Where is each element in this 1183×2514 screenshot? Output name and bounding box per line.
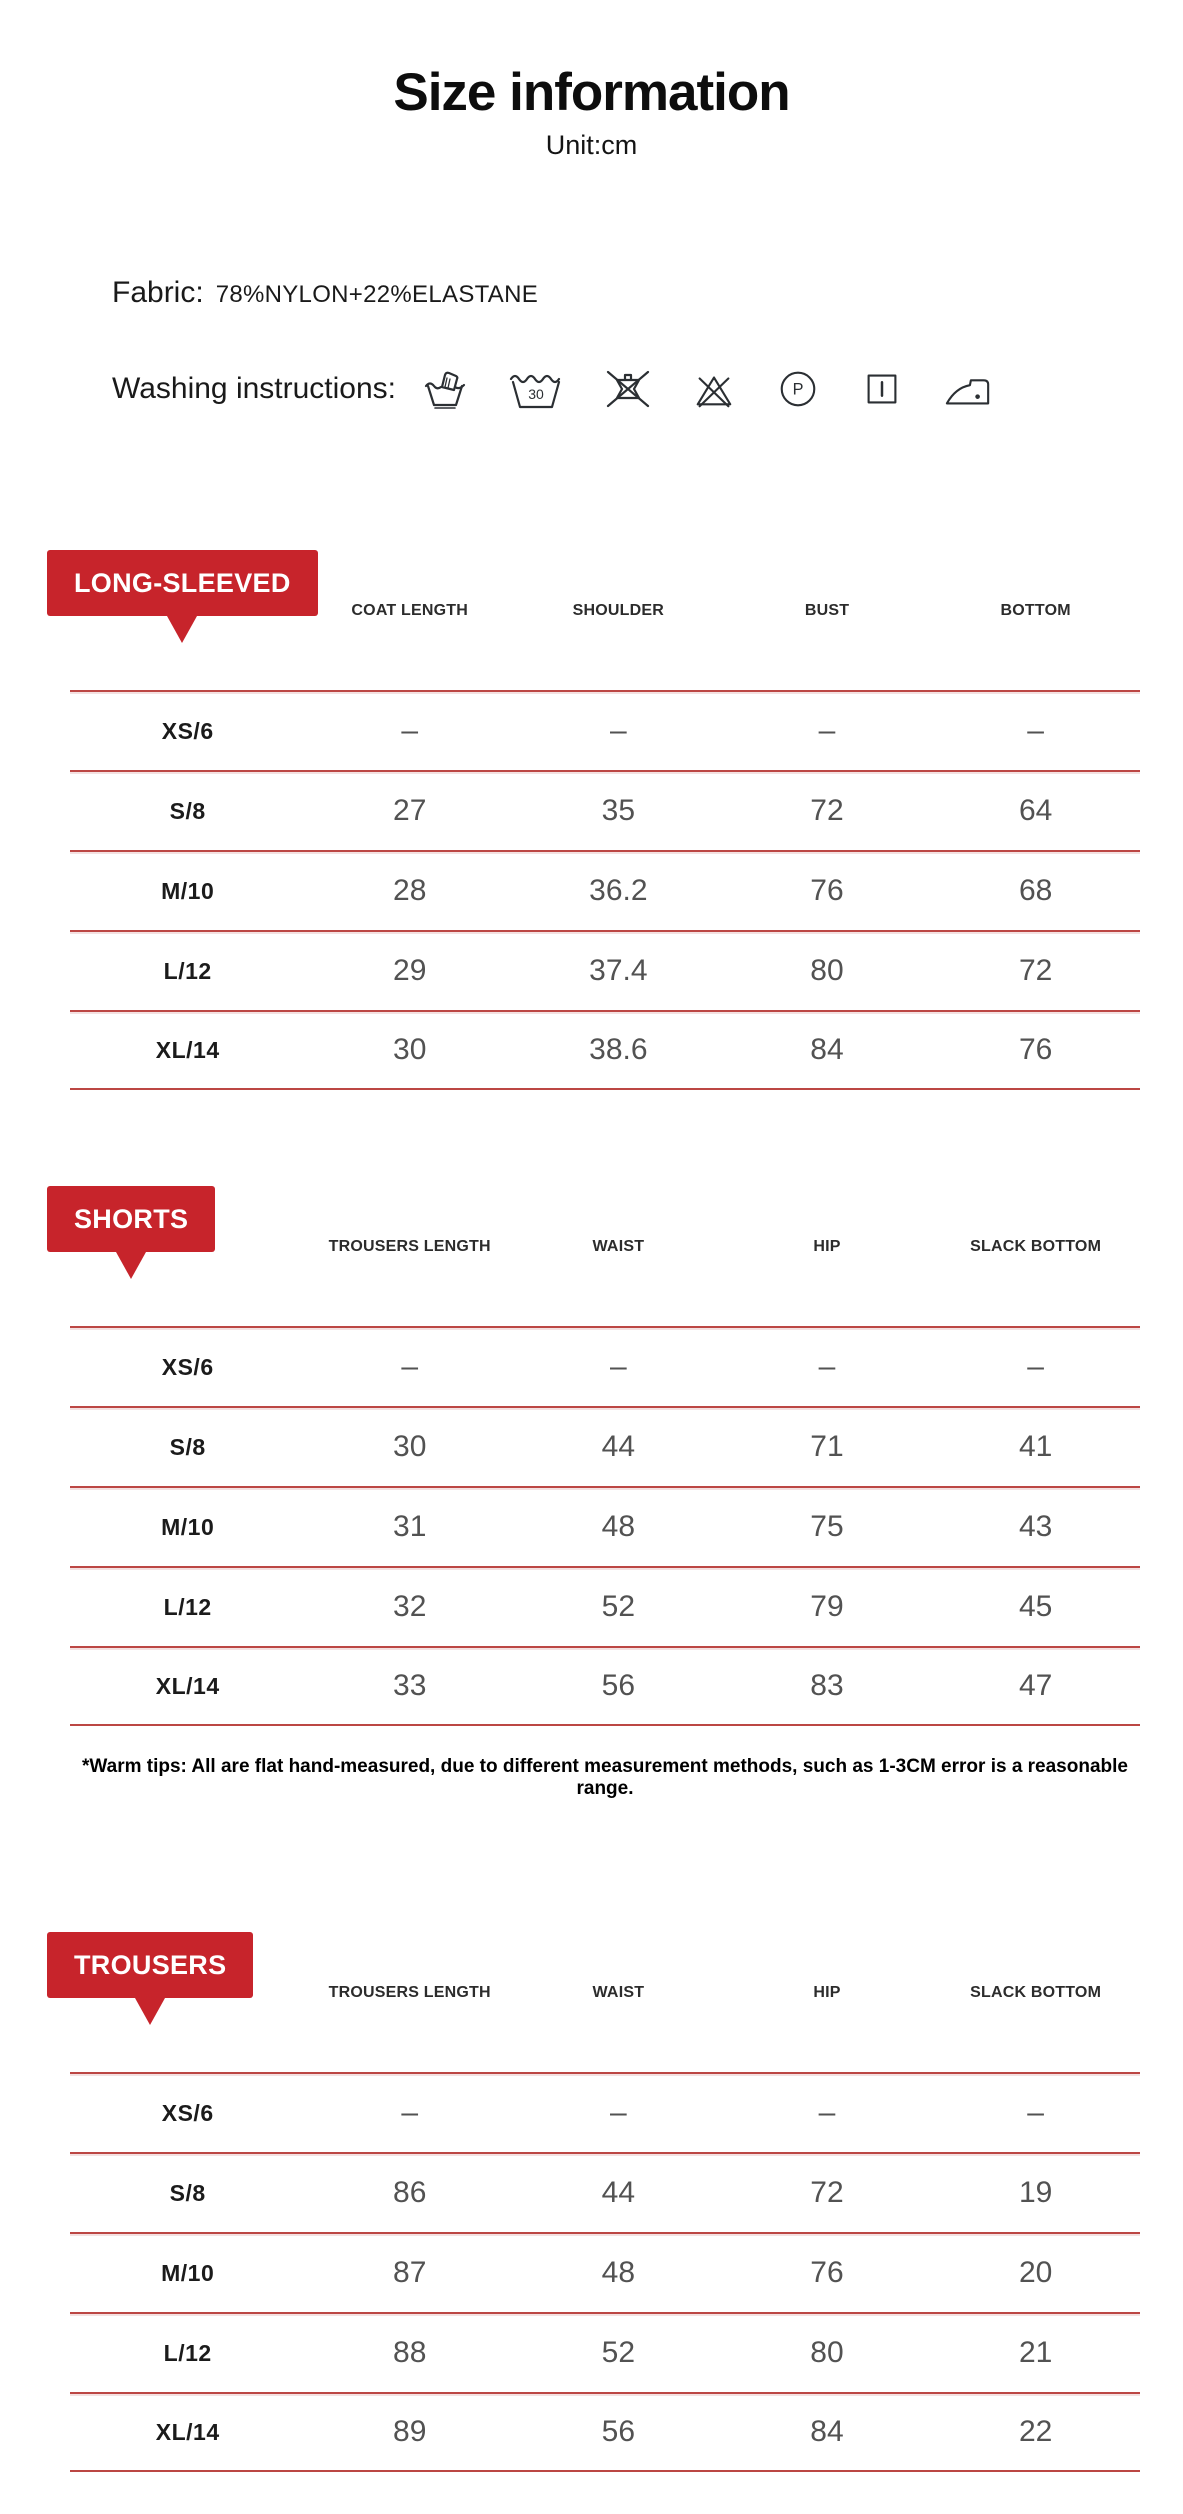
svg-text:30: 30 xyxy=(528,386,544,403)
measurement-value: 76 xyxy=(810,2256,844,2290)
table-row xyxy=(70,2312,1140,2392)
measurement-value: – xyxy=(1027,2096,1044,2130)
measurement-value: 80 xyxy=(810,954,844,988)
svg-text:P: P xyxy=(792,381,804,400)
measurement-value: 44 xyxy=(601,1430,636,1464)
size-label: M/10 xyxy=(161,1513,215,1540)
table-row xyxy=(70,2392,1140,2472)
measurement-value: 72 xyxy=(810,2176,844,2210)
measurement-value: 22 xyxy=(1018,2415,1053,2449)
table-row xyxy=(70,2152,1140,2232)
column-headers xyxy=(70,1238,1140,1256)
measurement-value: 28 xyxy=(393,874,427,908)
table-row xyxy=(70,1646,1140,1726)
measurement-value: 43 xyxy=(1018,1510,1053,1544)
measurement-value: 37.4 xyxy=(589,954,648,988)
size-column-spacer xyxy=(70,1984,305,2002)
table-row xyxy=(70,770,1140,850)
warm-tips-note: *Warm tips: All are flat hand-measured, due to different measurement methods, such as 1-3CM error is a reasonable range. xyxy=(82,1756,1128,1800)
unit-label: Unit:cm xyxy=(545,130,638,161)
dry-clean-p-icon xyxy=(776,367,820,411)
size-table-long-sleeved xyxy=(47,550,1140,1090)
size-label: XL/14 xyxy=(155,1036,220,1063)
measurement-value: 31 xyxy=(393,1510,427,1544)
size-label: L/12 xyxy=(163,1593,212,1620)
size-table-shorts xyxy=(47,1186,1140,1800)
column-header: HIP xyxy=(813,1984,841,2002)
column-header: WAIST xyxy=(592,1238,645,1256)
measurement-value: 45 xyxy=(1018,1590,1053,1624)
measurement-value: 38.6 xyxy=(589,1033,648,1067)
size-label: M/10 xyxy=(161,2259,215,2286)
table-row xyxy=(70,930,1140,1010)
measurement-value: 89 xyxy=(393,2415,427,2449)
size-table xyxy=(70,2072,1140,2472)
measurement-value: – xyxy=(1027,1350,1044,1384)
measurement-value: 36.2 xyxy=(589,874,648,908)
column-header: SLACK BOTTOM xyxy=(970,1238,1102,1256)
section-badge: SHORTS xyxy=(47,1186,215,1252)
drip-dry-icon xyxy=(860,367,904,411)
fabric-value: 78%NYLON+22%ELASTANE xyxy=(215,281,539,309)
column-header: BUST xyxy=(804,602,850,620)
measurement-value: 64 xyxy=(1018,794,1053,828)
measurement-value: 56 xyxy=(601,2415,636,2449)
measurement-value: 86 xyxy=(393,2176,427,2210)
measurement-value: – xyxy=(610,714,627,748)
measurement-value: 30 xyxy=(393,1430,427,1464)
measurement-value: 72 xyxy=(810,794,844,828)
measurement-value: – xyxy=(401,714,419,748)
measurement-value: 56 xyxy=(601,1669,636,1703)
measurement-value: 48 xyxy=(601,2256,636,2290)
size-label: XL/14 xyxy=(155,1672,220,1699)
table-row xyxy=(70,1406,1140,1486)
iron-low-heat-icon xyxy=(944,367,992,411)
measurement-value: 41 xyxy=(1018,1430,1053,1464)
size-label: S/8 xyxy=(169,1433,206,1460)
measurement-value: 32 xyxy=(393,1590,427,1624)
measurement-value: 79 xyxy=(810,1590,844,1624)
measurement-value: – xyxy=(818,2096,836,2130)
column-header: SHOULDER xyxy=(572,602,665,620)
measurement-value: 30 xyxy=(393,1033,427,1067)
column-header: COAT LENGTH xyxy=(351,602,468,620)
column-headers xyxy=(70,602,1140,620)
measurement-value: 47 xyxy=(1018,1669,1053,1703)
measurement-value: 20 xyxy=(1018,2256,1053,2290)
size-label: M/10 xyxy=(161,877,215,904)
page-title: Size information xyxy=(393,63,790,122)
measurement-value: – xyxy=(610,2096,627,2130)
measurement-value: 87 xyxy=(393,2256,427,2290)
measurement-value: 48 xyxy=(601,1510,636,1544)
measurement-value: 52 xyxy=(601,2336,636,2370)
size-table xyxy=(70,690,1140,1090)
size-column-spacer xyxy=(70,602,305,620)
measurement-value: 84 xyxy=(810,2415,844,2449)
measurement-value: 84 xyxy=(810,1033,844,1067)
column-header: SLACK BOTTOM xyxy=(970,1984,1102,2002)
size-column-spacer xyxy=(70,1238,305,1256)
measurement-value: 72 xyxy=(1018,954,1053,988)
section-badge: TROUSERS xyxy=(47,1932,253,1998)
section-header xyxy=(47,1932,1140,2072)
size-label: S/8 xyxy=(169,2179,206,2206)
measurement-value: – xyxy=(818,714,836,748)
size-label: XS/6 xyxy=(161,2099,214,2126)
size-table-trousers xyxy=(47,1932,1140,2472)
table-row xyxy=(70,1326,1140,1406)
measurement-value: 44 xyxy=(601,2176,636,2210)
measurement-value: 33 xyxy=(393,1669,427,1703)
column-header: TROUSERS LENGTH xyxy=(328,1984,491,2002)
size-label: L/12 xyxy=(163,2339,212,2366)
column-header: WAIST xyxy=(592,1984,645,2002)
column-header: TROUSERS LENGTH xyxy=(328,1238,491,1256)
measurement-value: 27 xyxy=(393,794,427,828)
size-label: XL/14 xyxy=(155,2418,220,2445)
measurement-value: 75 xyxy=(810,1510,844,1544)
measurement-value: 21 xyxy=(1018,2336,1053,2370)
size-table xyxy=(70,1326,1140,1726)
measurement-value: 29 xyxy=(393,954,427,988)
section-header xyxy=(47,1186,1140,1326)
column-header: BOTTOM xyxy=(1000,602,1071,620)
size-label: XS/6 xyxy=(161,717,214,744)
measurement-value: 71 xyxy=(810,1430,844,1464)
measurement-value: 52 xyxy=(601,1590,636,1624)
table-row xyxy=(70,1566,1140,1646)
measurement-value: – xyxy=(401,2096,419,2130)
table-row xyxy=(70,690,1140,770)
washing-instructions-row xyxy=(112,366,1183,412)
measurement-value: – xyxy=(818,1350,836,1384)
measurement-value: – xyxy=(610,1350,627,1384)
do-not-wring-icon xyxy=(604,366,652,412)
machine-wash-30-icon xyxy=(508,367,564,411)
measurement-value: 80 xyxy=(810,2336,844,2370)
section-header xyxy=(47,550,1140,690)
do-not-bleach-icon xyxy=(692,366,736,412)
measurement-value: 76 xyxy=(1018,1033,1053,1067)
section-badge: LONG-SLEEVED xyxy=(47,550,318,616)
table-row xyxy=(70,850,1140,930)
fabric-row xyxy=(112,276,1183,310)
measurement-value: 68 xyxy=(1018,874,1053,908)
size-label: L/12 xyxy=(163,957,212,984)
measurement-value: 83 xyxy=(810,1669,844,1703)
column-headers xyxy=(70,1984,1140,2002)
measurement-value: 19 xyxy=(1018,2176,1053,2210)
measurement-value: 76 xyxy=(810,874,844,908)
size-tables xyxy=(0,550,1183,2472)
washing-instructions-label: Washing instructions: xyxy=(112,372,397,406)
size-label: XS/6 xyxy=(161,1353,214,1380)
washing-icons xyxy=(422,366,992,412)
fabric-label: Fabric: xyxy=(112,276,204,310)
measurement-value: – xyxy=(1027,714,1044,748)
measurement-value: 88 xyxy=(393,2336,427,2370)
measurement-value: – xyxy=(401,1350,419,1384)
table-row xyxy=(70,1486,1140,1566)
column-header: HIP xyxy=(813,1238,841,1256)
table-row xyxy=(70,2232,1140,2312)
table-row xyxy=(70,1010,1140,1090)
hand-wash-icon xyxy=(422,366,468,412)
size-label: S/8 xyxy=(169,797,206,824)
table-row xyxy=(70,2072,1140,2152)
measurement-value: 35 xyxy=(601,794,636,828)
